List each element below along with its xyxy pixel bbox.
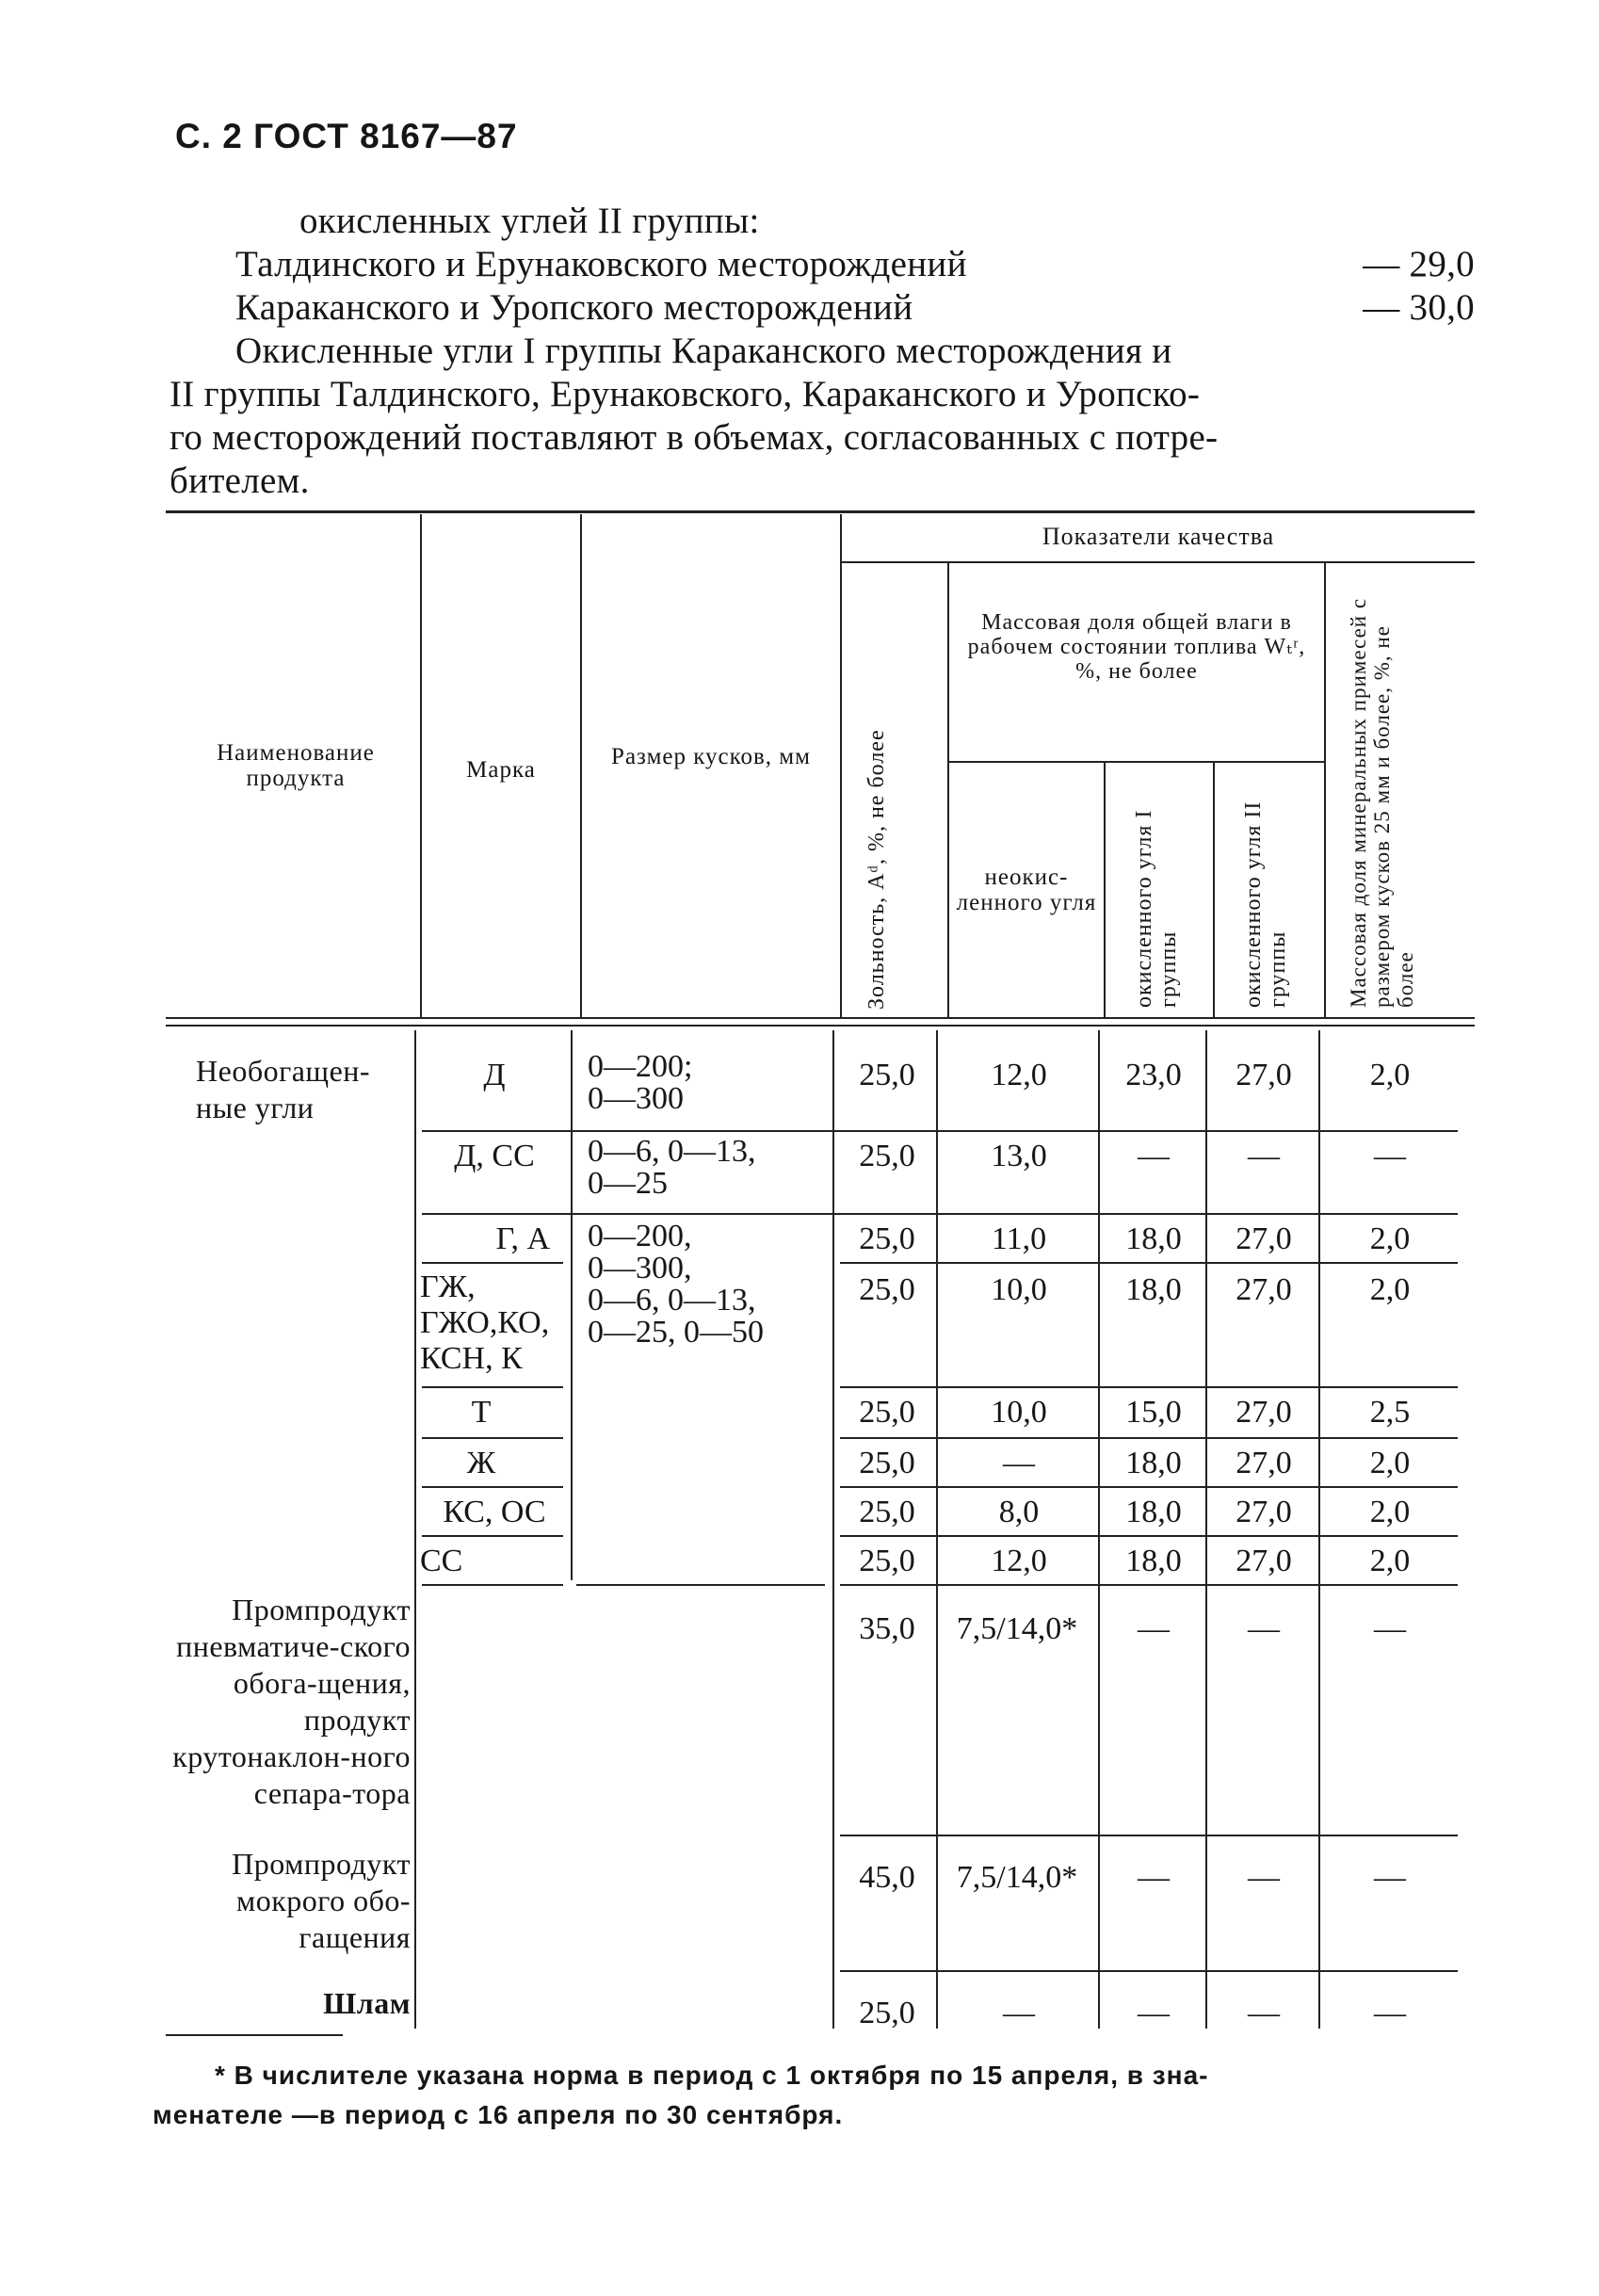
- row-rule: [840, 1970, 1458, 1972]
- grade-cell: ГЖ, ГЖО,КО, КСН, К: [420, 1269, 550, 1376]
- minerals-cell: —: [1374, 1860, 1406, 1895]
- paragraph-line: го месторождений поставляют в объемах, согласованных с потре-: [170, 417, 1219, 458]
- grade-cell: Д: [483, 1058, 506, 1092]
- intro-line: окисленных углей II группы:: [299, 201, 760, 241]
- unoxidized-cell: 12,0: [991, 1544, 1047, 1578]
- unoxidized-cell: 7,5/14,0*: [956, 1611, 1078, 1646]
- oxidized-2-cell: 27,0: [1236, 1058, 1292, 1092]
- header-divider: [420, 514, 422, 1017]
- ash-cell: 45,0: [859, 1860, 915, 1895]
- body-divider: [1205, 1030, 1207, 2029]
- minerals-cell: —: [1374, 1139, 1406, 1173]
- header-divider: [1213, 763, 1215, 1017]
- paragraph-line: Окисленные угли I группы Караканского месторождения и: [235, 331, 1172, 371]
- page-header: С. 2 ГОСТ 8167—87: [175, 117, 518, 155]
- product-name: Шлам: [323, 1986, 411, 2020]
- header-divider: [580, 514, 582, 1017]
- grade-cell: Т: [471, 1395, 492, 1430]
- table-bottom-rule: [166, 2034, 343, 2036]
- size-cell: 0—200; 0—300: [588, 1049, 693, 1116]
- header-divider: [840, 514, 842, 1017]
- oxidized-1-cell: 15,0: [1125, 1395, 1182, 1430]
- oxidized-2-cell: 27,0: [1236, 1446, 1292, 1480]
- product-name: Промпродукт мокрого обо-гащения: [232, 1847, 411, 1954]
- row-rule: [576, 1584, 825, 1586]
- row-rule: [422, 1130, 1458, 1132]
- unoxidized-cell: 11,0: [991, 1221, 1047, 1256]
- oxidized-2-cell: 27,0: [1236, 1495, 1292, 1529]
- body-divider: [1318, 1030, 1320, 2029]
- intro-item-label: Талдинского и Ерунаковского месторождений: [235, 244, 967, 284]
- row-rule: [840, 1535, 1458, 1537]
- ash-cell: 25,0: [859, 1272, 915, 1307]
- paragraph-line: бителем.: [170, 461, 310, 501]
- oxidized-2-cell: 27,0: [1236, 1272, 1292, 1307]
- unoxidized-cell: 7,5/14,0*: [956, 1860, 1078, 1895]
- oxidized-1-cell: —: [1138, 1611, 1170, 1646]
- header-rule: [166, 1017, 1475, 1019]
- oxidized-1-cell: —: [1138, 1860, 1170, 1895]
- ash-cell: 35,0: [859, 1611, 915, 1646]
- row-rule: [422, 1535, 563, 1537]
- intro-item-value: — 30,0: [1363, 287, 1475, 328]
- row-rule: [422, 1486, 563, 1488]
- oxidized-1-cell: 18,0: [1125, 1272, 1182, 1307]
- size-cell: 0—200, 0—300, 0—6, 0—13, 0—25, 0—50: [588, 1219, 764, 1350]
- oxidized-2-cell: —: [1248, 1139, 1280, 1173]
- unoxidized-cell: 10,0: [991, 1272, 1047, 1307]
- unoxidized-cell: 10,0: [991, 1395, 1047, 1430]
- minerals-cell: 2,5: [1369, 1395, 1411, 1430]
- product-name: Необогащен-ные угли: [196, 1054, 371, 1124]
- oxidized-2-cell: 27,0: [1236, 1544, 1292, 1578]
- grade-cell: КС, ОС: [443, 1495, 546, 1529]
- oxidized-1-cell: 18,0: [1125, 1446, 1182, 1480]
- oxidized-1-cell: —: [1138, 1996, 1170, 2030]
- intro-item-label: Караканского и Уропского месторождений: [235, 287, 913, 328]
- minerals-cell: 2,0: [1369, 1058, 1411, 1092]
- header-size: Размер кусков, мм: [611, 744, 811, 769]
- header-subrule: [842, 561, 1475, 563]
- product-name: Промпродукт пневматиче-ского обога-щения, продукт крутонаклон-ного сепара-тора: [172, 1593, 411, 1810]
- header-minerals: Массовая доля минеральных примесей с размером кусков 25 мм и более, %, не более: [1347, 597, 1417, 1008]
- oxidized-1-cell: 23,0: [1125, 1058, 1182, 1092]
- unoxidized-cell: 12,0: [991, 1058, 1047, 1092]
- header-oxidized-2: окисленного угля II группы: [1241, 800, 1290, 1008]
- table-top-rule: [166, 510, 1475, 513]
- grade-cell: Ж: [466, 1446, 496, 1480]
- header-grade: Марка: [466, 757, 536, 783]
- row-rule: [840, 1835, 1458, 1836]
- ash-cell: 25,0: [859, 1221, 915, 1256]
- body-divider: [832, 1030, 834, 2029]
- unoxidized-cell: —: [1003, 1996, 1035, 2030]
- header-ash: Зольность, Aᵈ, %, не более: [864, 729, 889, 1010]
- minerals-cell: —: [1374, 1611, 1406, 1646]
- minerals-cell: —: [1374, 1996, 1406, 2030]
- ash-cell: 25,0: [859, 1058, 915, 1092]
- header-divider: [947, 563, 949, 1017]
- header-divider: [1104, 763, 1106, 1017]
- row-rule: [840, 1386, 1458, 1388]
- ash-cell: 25,0: [859, 1139, 915, 1173]
- minerals-cell: 2,0: [1369, 1544, 1411, 1578]
- minerals-cell: 2,0: [1369, 1446, 1411, 1480]
- unoxidized-cell: —: [1003, 1446, 1035, 1480]
- row-rule: [422, 1213, 1458, 1215]
- unoxidized-cell: 8,0: [998, 1495, 1040, 1529]
- oxidized-1-cell: —: [1138, 1139, 1170, 1173]
- oxidized-2-cell: 27,0: [1236, 1221, 1292, 1256]
- ash-cell: 25,0: [859, 1996, 915, 2030]
- oxidized-2-cell: 27,0: [1236, 1395, 1292, 1430]
- row-rule: [840, 1584, 1458, 1586]
- header-oxidized-1: окисленного угля I группы: [1132, 809, 1181, 1008]
- minerals-cell: 2,0: [1369, 1221, 1411, 1256]
- grade-cell: СС: [420, 1544, 463, 1578]
- paragraph-line: II группы Талдинского, Ерунаковского, Караканского и Уропско-: [170, 374, 1201, 414]
- grade-cell: Д, СС: [454, 1139, 535, 1173]
- header-moisture: Массовая доля общей влаги в рабочем состоянии топлива Wₜʳ, %, не более: [967, 610, 1306, 684]
- row-rule: [840, 1486, 1458, 1488]
- row-rule: [422, 1584, 563, 1586]
- size-cell: 0—6, 0—13, 0—25: [588, 1134, 756, 1201]
- intro-item-value: — 29,0: [1363, 244, 1475, 284]
- oxidized-1-cell: 18,0: [1125, 1495, 1182, 1529]
- header-rule: [166, 1025, 1475, 1027]
- oxidized-1-cell: 18,0: [1125, 1544, 1182, 1578]
- ash-cell: 25,0: [859, 1495, 915, 1529]
- minerals-cell: 2,0: [1369, 1272, 1411, 1307]
- ash-cell: 25,0: [859, 1446, 915, 1480]
- header-divider: [1324, 563, 1326, 1017]
- ash-cell: 25,0: [859, 1544, 915, 1578]
- header-subrule: [949, 761, 1324, 763]
- grade-cell: Г, А: [495, 1221, 550, 1256]
- body-divider: [1098, 1030, 1100, 2029]
- row-rule: [840, 1437, 1458, 1439]
- oxidized-2-cell: —: [1248, 1860, 1280, 1895]
- oxidized-2-cell: —: [1248, 1611, 1280, 1646]
- footnote-line: * В числителе указана норма в период с 1 октября по 15 апреля, в зна-: [215, 2061, 1209, 2090]
- unoxidized-cell: 13,0: [991, 1139, 1047, 1173]
- footnote-line: менателе —в период с 16 апреля по 30 сентября.: [153, 2100, 844, 2129]
- body-divider: [414, 1030, 416, 2029]
- oxidized-2-cell: —: [1248, 1996, 1280, 2030]
- header-unoxidized: неокис-ленного угля: [956, 865, 1097, 915]
- row-rule: [422, 1386, 563, 1388]
- row-rule: [422, 1437, 563, 1439]
- minerals-cell: 2,0: [1369, 1495, 1411, 1529]
- header-quality: Показатели качества: [1042, 523, 1275, 550]
- body-divider: [571, 1030, 573, 1580]
- row-rule: [840, 1262, 1458, 1264]
- ash-cell: 25,0: [859, 1395, 915, 1430]
- header-product: Наименование продукта: [217, 740, 375, 791]
- row-rule: [422, 1262, 563, 1264]
- oxidized-1-cell: 18,0: [1125, 1221, 1182, 1256]
